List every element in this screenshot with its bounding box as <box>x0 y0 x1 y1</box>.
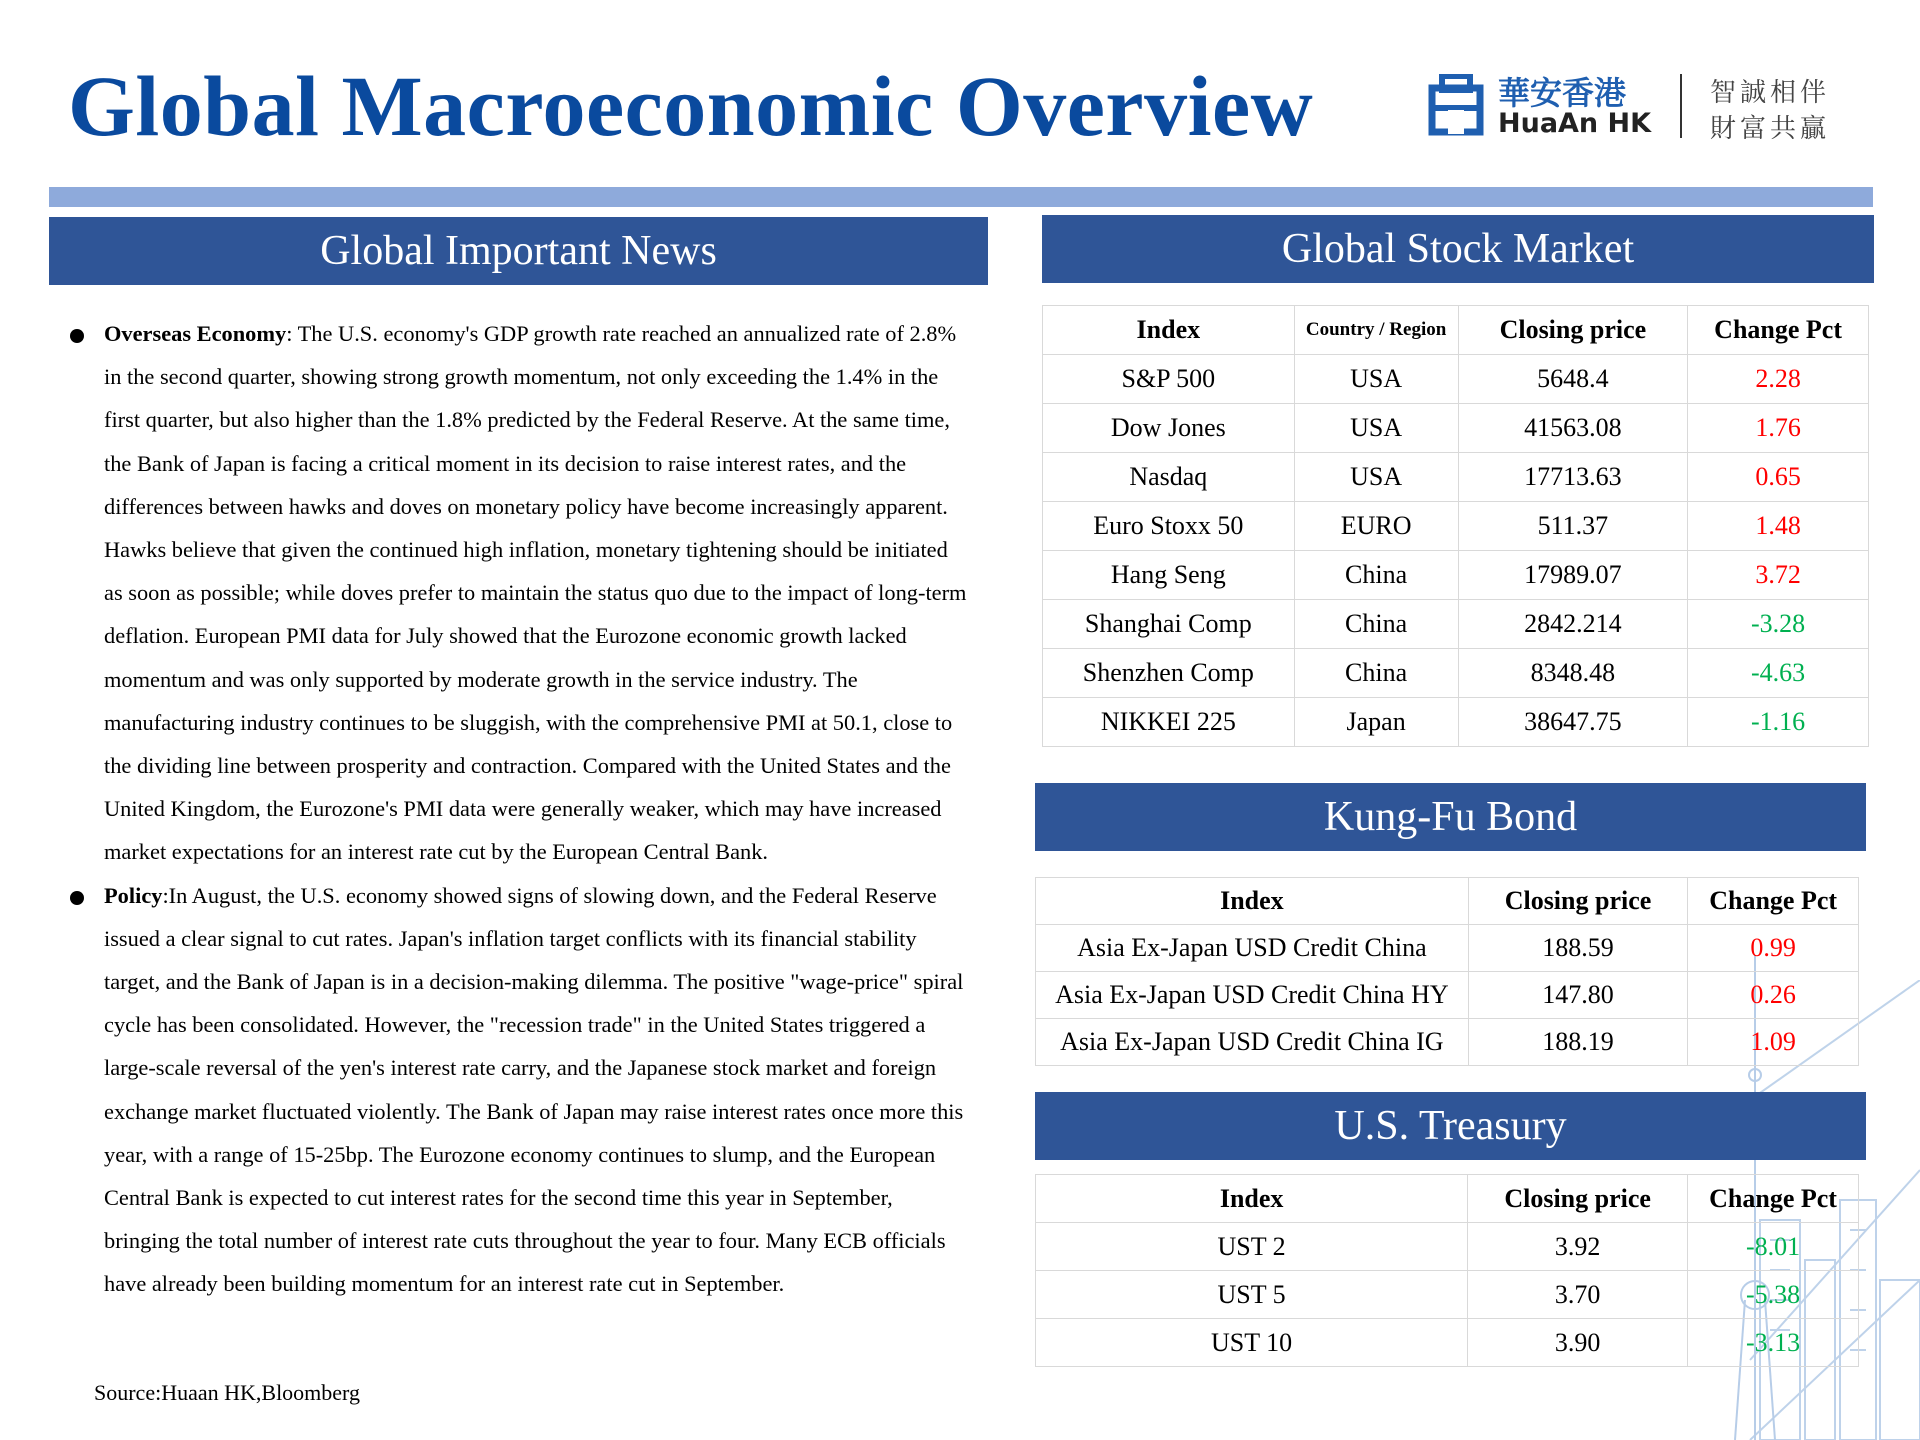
treasury-table <box>1035 1174 1859 1367</box>
column-header-index: Index <box>1036 1175 1468 1223</box>
news-section-header: Global Important News <box>49 217 988 285</box>
stock-market-table <box>1042 305 1869 747</box>
index-name: NIKKEI 225 <box>1043 698 1295 747</box>
table-row <box>1036 1223 1859 1271</box>
index-name: Shanghai Comp <box>1043 600 1295 649</box>
table-row <box>1036 1019 1859 1066</box>
column-header-closing-price: Closing price <box>1458 306 1688 355</box>
closing-price: 188.19 <box>1468 1019 1688 1066</box>
region: USA <box>1294 453 1458 502</box>
bullet-icon <box>70 329 84 343</box>
closing-price: 188.59 <box>1468 925 1688 972</box>
table-row <box>1043 404 1869 453</box>
news-item-text: : The U.S. economy's GDP growth rate reached an annualized rate of 2.8% in the second quarter, showing strong growth momentum, not only exceeding the 1.4% in the first quarter, but also higher than the 1.8% predicted by the Federal Reserve. At the same time, the Bank of Japan is facing a critical moment in its decision to raise interest rates, and the differences between hawks and doves on monetary policy have become increasingly apparent. Hawks believe that given the continued high inflation, monetary tightening should be initiated as soon as possible; while doves prefer to maintain the status quo due to the impact of long-term deflation. European PMI data for July showed that the Eurozone economic growth lacked momentum and was only supported by moderate growth in the service industry. The manufacturing industry continues to be sluggish, with the comprehensive PMI at 50.1, close to the dividing line between prosperity and contraction. Compared with the United States and the United Kingdom, the Eurozone's PMI data were generally weaker, which may have increased market expectations for an interest rate cut by the European Central Bank. <box>104 321 967 865</box>
closing-price: 8348.48 <box>1458 649 1688 698</box>
logo-divider <box>1680 74 1682 138</box>
column-header-change-pct: Change Pct <box>1688 1175 1859 1223</box>
change-pct: -3.28 <box>1688 600 1869 649</box>
table-row <box>1036 972 1859 1019</box>
index-name: Asia Ex-Japan USD Credit China IG <box>1036 1019 1469 1066</box>
change-pct: -1.16 <box>1688 698 1869 747</box>
table-row <box>1036 925 1859 972</box>
closing-price: 511.37 <box>1458 502 1688 551</box>
kungfu-bond-table <box>1035 877 1859 1066</box>
column-header-region: Country / Region <box>1294 306 1458 355</box>
news-item-label: Policy <box>104 882 163 908</box>
table-row <box>1043 355 1869 404</box>
table-row <box>1043 600 1869 649</box>
company-logo <box>1428 72 1848 144</box>
column-header-closing-price: Closing price <box>1468 1175 1688 1223</box>
closing-price: 3.70 <box>1468 1271 1688 1319</box>
change-pct: 0.26 <box>1688 972 1859 1019</box>
table-row <box>1036 1319 1859 1367</box>
logo-slogan-line2: 財富共贏 <box>1710 114 1831 144</box>
region: China <box>1294 551 1458 600</box>
table-row <box>1036 1271 1859 1319</box>
source-note: Source:Huaan HK,Bloomberg <box>94 1380 360 1405</box>
closing-price: 147.80 <box>1468 972 1688 1019</box>
column-header-change-pct: Change Pct <box>1688 306 1869 355</box>
stock-market-section-header: Global Stock Market <box>1042 215 1874 283</box>
column-header-index: Index <box>1036 878 1469 925</box>
closing-price: 5648.4 <box>1458 355 1688 404</box>
change-pct: -4.63 <box>1688 649 1869 698</box>
region: EURO <box>1294 502 1458 551</box>
column-header-closing-price: Closing price <box>1468 878 1688 925</box>
news-item-overseas-economy <box>70 312 970 874</box>
index-name: Nasdaq <box>1043 453 1295 502</box>
table-row <box>1043 502 1869 551</box>
index-name: Shenzhen Comp <box>1043 649 1295 698</box>
table-row <box>1043 698 1869 747</box>
index-name: UST 10 <box>1036 1319 1468 1367</box>
column-header-change-pct: Change Pct <box>1688 878 1859 925</box>
table-header-row <box>1036 878 1859 925</box>
region: China <box>1294 649 1458 698</box>
change-pct: -3.13 <box>1688 1319 1859 1367</box>
header-divider-bar <box>49 187 1873 207</box>
logo-name-cn: 華安香港 <box>1498 74 1627 112</box>
change-pct: -5.38 <box>1688 1271 1859 1319</box>
table-row <box>1043 453 1869 502</box>
treasury-section-header: U.S. Treasury <box>1035 1092 1866 1160</box>
table-row <box>1043 649 1869 698</box>
closing-price: 3.92 <box>1468 1223 1688 1271</box>
change-pct: 1.48 <box>1688 502 1869 551</box>
index-name: S&P 500 <box>1043 355 1295 404</box>
index-name: Dow Jones <box>1043 404 1295 453</box>
table-header-row <box>1043 306 1869 355</box>
closing-price: 17989.07 <box>1458 551 1688 600</box>
index-name: Euro Stoxx 50 <box>1043 502 1295 551</box>
index-name: Hang Seng <box>1043 551 1295 600</box>
news-item-text: :In August, the U.S. economy showed signs of slowing down, and the Federal Reserve issued a clear signal to cut rates. Japan's inflation target conflicts with its financial stability target, and the Bank of Japan is in a decision-making dilemma. The positive "wage-price" spiral cycle has been consolidated. However, the "recession trade" in the United States triggered a large-scale reversal of the yen's interest rate carry, and the Japanese stock market and foreign exchange market fluctuated violently. The Bank of Japan may raise interest rates once more this year, with a range of 15-25bp. The Eurozone economy continues to slump, and the European Central Bank is expected to cut interest rates for the second time this year in September, bringing the total number of interest rate cuts throughout the year to four. Many ECB officials have already been building momentum for an interest rate cut in September. <box>104 882 964 1297</box>
change-pct: 0.65 <box>1688 453 1869 502</box>
index-name: UST 5 <box>1036 1271 1468 1319</box>
index-name: UST 2 <box>1036 1223 1468 1271</box>
closing-price: 41563.08 <box>1458 404 1688 453</box>
table-row <box>1043 551 1869 600</box>
news-item-label: Overseas Economy <box>104 321 287 346</box>
change-pct: -8.01 <box>1688 1223 1859 1271</box>
kungfu-bond-section-header: Kung-Fu Bond <box>1035 783 1866 851</box>
closing-price: 3.90 <box>1468 1319 1688 1367</box>
logo-slogan-line1: 智誠相伴 <box>1710 78 1831 108</box>
news-list <box>70 312 970 1306</box>
logo-name-en: HuaAn HK <box>1498 108 1652 139</box>
change-pct: 2.28 <box>1688 355 1869 404</box>
page-title: Global Macroeconomic Overview <box>68 58 1314 154</box>
region: China <box>1294 600 1458 649</box>
table-header-row <box>1036 1175 1859 1223</box>
index-name: Asia Ex-Japan USD Credit China <box>1036 925 1469 972</box>
region: USA <box>1294 404 1458 453</box>
building-logo-icon <box>1428 74 1484 136</box>
closing-price: 38647.75 <box>1458 698 1688 747</box>
change-pct: 1.76 <box>1688 404 1869 453</box>
closing-price: 2842.214 <box>1458 600 1688 649</box>
closing-price: 17713.63 <box>1458 453 1688 502</box>
change-pct: 1.09 <box>1688 1019 1859 1066</box>
bullet-icon <box>70 891 84 905</box>
change-pct: 3.72 <box>1688 551 1869 600</box>
region: USA <box>1294 355 1458 404</box>
region: Japan <box>1294 698 1458 747</box>
column-header-index: Index <box>1043 306 1295 355</box>
news-item-policy <box>70 874 970 1306</box>
change-pct: 0.99 <box>1688 925 1859 972</box>
index-name: Asia Ex-Japan USD Credit China HY <box>1036 972 1469 1019</box>
